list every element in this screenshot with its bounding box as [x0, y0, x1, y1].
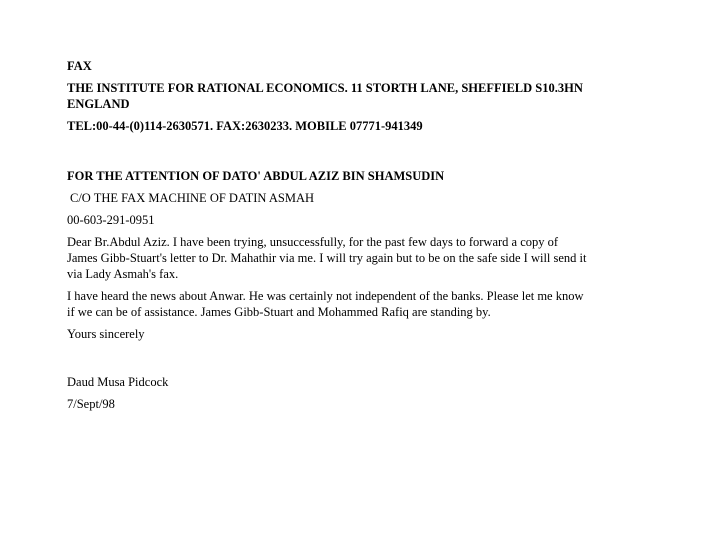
fax-number: 00-603-291-0951 — [67, 213, 155, 227]
attention-line: FOR THE ATTENTION OF DATO' ABDUL AZIZ BIN SHAMSUDIN — [67, 169, 445, 183]
paragraph-1-line-3: via Lady Asmah's fax. — [67, 267, 179, 281]
paragraph-1 — [67, 234, 657, 282]
paragraph-2-line-1: I have heard the news about Anwar. He was certainly not independent of the banks. Please let me know — [67, 289, 584, 303]
institute-line-2: ENGLAND — [67, 97, 130, 111]
signature-date: 7/Sept/98 — [67, 397, 115, 411]
paragraph-2-line-2: if we can be of assistance. James Gibb-Stuart and Mohammed Rafiq are standing by. — [67, 305, 491, 319]
signature-name: Daud Musa Pidcock — [67, 375, 169, 389]
fax-document — [67, 58, 657, 412]
institute-address — [67, 80, 657, 112]
closing-line: Yours sincerely — [67, 327, 145, 341]
paragraph-1-line-1: Dear Br.Abdul Aziz. I have been trying, unsuccessfully, for the past few days to forward a copy of — [67, 235, 559, 249]
paragraph-1-line-2: James Gibb-Stuart's letter to Dr. Mahathir via me. I will try again but to be on the safe side I will send it — [67, 251, 587, 265]
contact-line: TEL:00-44-(0)114-2630571. FAX:2630233. MOBILE 07771-941349 — [67, 119, 423, 133]
institute-line-1: THE INSTITUTE FOR RATIONAL ECONOMICS. 11 STORTH LANE, SHEFFIELD S10.3HN — [67, 81, 583, 95]
fax-label: FAX — [67, 59, 92, 73]
care-of-line: C/O THE FAX MACHINE OF DATIN ASMAH — [70, 191, 315, 205]
paragraph-2 — [67, 288, 657, 320]
